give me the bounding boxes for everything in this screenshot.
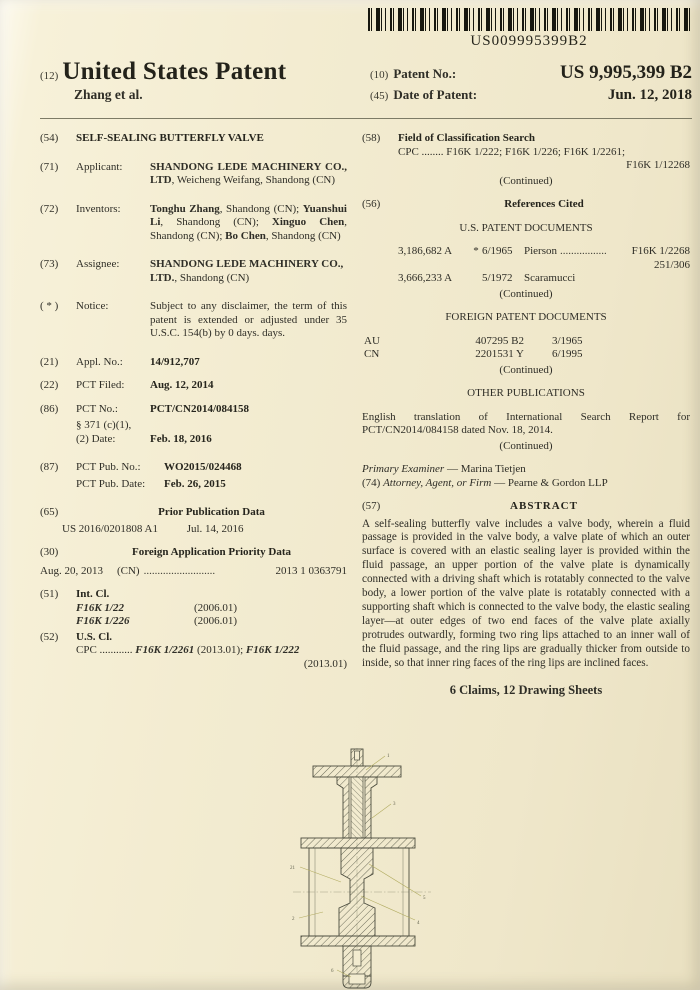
ref-numeral: 1 (387, 754, 390, 759)
notice-num: ( * ) (40, 300, 59, 312)
us-patent-documents-list (362, 245, 690, 301)
us-patent-date: 6/1965 (482, 245, 513, 257)
ref-numeral: 5 (423, 896, 426, 901)
right-column (362, 132, 690, 698)
field-73-assignee (40, 258, 347, 285)
inventors-value: Tonghu Zhang, Shandong (CN); Yuanshui Li, Shandong (CN); Xinguo Chen, Shandong (CN); Bo Chen, Shandong (CN) (150, 202, 347, 242)
foreign-patent-documents-heading: FOREIGN PATENT DOCUMENTS (445, 311, 607, 323)
pct-pub-no-value: WO2015/024468 (164, 461, 242, 473)
us-cl-cpc-tail: (2013.01) (303, 657, 347, 670)
us-patent-class: F16K 1/2268 (631, 245, 690, 257)
us-patent-date: 5/1972 (482, 272, 513, 284)
pct-no-label: PCT No.: (76, 402, 118, 415)
field-71-num: (71) (40, 160, 59, 173)
foreign-priority-entry (40, 565, 347, 579)
field-58-heading-row (362, 132, 690, 146)
pct-pub-no-label: PCT Pub. No.: (76, 461, 141, 473)
field-52-us-cl (40, 631, 347, 672)
foreign-priority-country: (CN) (116, 564, 140, 577)
us-patent-row (362, 245, 690, 259)
barcode (368, 8, 690, 50)
abstract-heading: ABSTRACT (510, 500, 578, 512)
field-54-title (40, 132, 347, 146)
notice-label: Notice: (76, 300, 109, 312)
references-cited-heading: References Cited (504, 198, 584, 210)
field-72-inventors (40, 203, 347, 244)
int-cl-heading-row (40, 588, 347, 602)
patent-no-value: US 9,995,399 B2 (560, 62, 692, 83)
sec-371-text: § 371 (c)(1), (76, 419, 132, 431)
examiner-block (362, 463, 690, 490)
pct-pub-date-label: PCT Pub. Date: (76, 477, 146, 490)
foreign-patent-number: 2201531 Y (475, 348, 524, 360)
field-22-num: (22) (40, 379, 59, 391)
ref-numeral: 6 (331, 969, 334, 974)
support-shaft-housing (343, 946, 371, 988)
header-right (370, 58, 692, 107)
continued-note: (Continued) (499, 439, 553, 452)
abstract-heading-row (362, 500, 690, 514)
foreign-patent-date: 3/1965 (552, 334, 583, 347)
barcode-image (368, 8, 690, 31)
figure-svg (287, 746, 437, 990)
date-2-label: (2) Date: (76, 432, 116, 445)
prior-pub-data-row (40, 523, 347, 537)
ref-numeral: 2 (292, 917, 295, 922)
us-patent-number: 3,186,682 A (398, 245, 453, 257)
assignee-value: SHANDONG LEDE MACHINERY CO., LTD., Shandong (CN) (150, 258, 344, 284)
us-patent-documents-heading: U.S. PATENT DOCUMENTS (459, 221, 593, 234)
inventor-short-name: Zhang et al. (74, 87, 143, 102)
foreign-patent-row (362, 348, 690, 362)
body-bottom-flange (301, 936, 415, 946)
field-51-int-cl (40, 588, 347, 629)
foreign-country-code: CN (364, 348, 380, 360)
foreign-patent-documents-list (362, 335, 690, 378)
field-65-num: (65) (40, 506, 59, 518)
us-patent-star (470, 272, 482, 286)
pct-pub-no-row (40, 461, 347, 475)
drive-shaft-top (351, 749, 363, 766)
barcode-number: US009995399B2 (470, 33, 588, 49)
us-patent-star: * (473, 245, 479, 257)
patent-no-row (370, 62, 692, 84)
field-86-num: (86) (40, 402, 59, 415)
pct-no-row (40, 403, 347, 417)
foreign-priority-number: 2013 1 0363791 (275, 564, 347, 577)
pct-filed-label: PCT Filed: (76, 379, 125, 391)
kind-code-12: (12) (40, 70, 59, 82)
int-cl-year: (2006.01) (194, 601, 238, 614)
dot-leader: ................. (560, 245, 607, 257)
pct-pub-date-value: Feb. 26, 2015 (164, 477, 226, 490)
claims-line: 6 Claims, 12 Drawing Sheets (449, 683, 603, 698)
title-row (40, 58, 370, 86)
field-58-num: (58) (362, 132, 381, 144)
header-left (40, 58, 370, 107)
prior-pub-number: US 2016/0201808 A1 (62, 522, 158, 535)
foreign-country-code: AU (364, 334, 380, 347)
field-51-num: (51) (40, 588, 59, 600)
other-publications-text: English translation of International Search Report for PCT/CN2014/084158 dated Nov. 18, 2014. (362, 410, 690, 436)
field-86-pct-no (40, 403, 347, 447)
primary-examiner-line: Primary Examiner — Marina Tietjen (362, 463, 526, 475)
continued-note: (Continued) (499, 174, 553, 187)
invention-title: SELF-SEALING BUTTERFLY VALVE (76, 132, 264, 144)
int-cl-row (40, 602, 347, 616)
int-cl-year: (2006.01) (194, 615, 238, 627)
top-flange (313, 766, 401, 777)
int-cl-code: F16K 1/226 (76, 615, 130, 627)
prior-pub-heading-row (40, 506, 347, 520)
notice-text: Subject to any disclaimer, the term of this patent is extended or adjusted under 35 U.S.C. 154(b) by 0 days. days. (150, 300, 347, 339)
date-2-value: Feb. 18, 2016 (150, 432, 212, 445)
us-cl-heading-row (40, 631, 347, 645)
kind-code-10: (10) (370, 69, 389, 81)
applicant-value: SHANDONG LEDE MACHINERY CO., LTD, Weicheng Weifang, Shandong (CN) (150, 160, 347, 186)
cpc-search-line-1: CPC ........ F16K 1/222; F16K 1/226; F16K 1/2261; (398, 145, 626, 158)
ref-numeral: 4 (417, 921, 420, 926)
header (40, 58, 692, 107)
field-65-prior-pub (40, 506, 347, 536)
dot-leader: .......................... (143, 564, 216, 577)
field-56-num: (56) (362, 198, 381, 210)
foreign-priority-heading-row (40, 546, 347, 560)
us-patent-class-2: 251/306 (653, 258, 690, 271)
us-patent-inventor: Scaramucci (524, 272, 576, 284)
us-patent-number: 3,666,233 A (398, 272, 453, 284)
us-patent-inventor: Pierson (524, 245, 557, 257)
foreign-priority-heading: Foreign Application Priority Data (132, 546, 291, 558)
left-column (40, 132, 347, 671)
field-87-pct-pub (40, 461, 347, 491)
ref-numeral: 21 (290, 866, 295, 871)
field-22-pct-filed (40, 379, 347, 393)
continued-note: (Continued) (499, 287, 553, 300)
field-57-num: (57) (362, 500, 381, 512)
date-2-row (40, 433, 347, 447)
int-cl-code: F16K 1/22 (76, 601, 124, 614)
sec-371-row (40, 419, 347, 433)
int-cl-label: Int. Cl. (76, 588, 110, 600)
patent-no-label: Patent No.: (393, 66, 457, 81)
upper-shaft-housing (337, 777, 377, 838)
abstract-block (362, 500, 690, 698)
field-71-applicant (40, 161, 347, 188)
appl-no-label: Appl. No.: (76, 355, 123, 368)
abstract-text: A self-sealing butterfly valve includes a valve body, wherein a fluid passage is provided in the valve body, a valve plate of which an outer surface is covered with an elastic sealing layer is provided within the fluid passage, an upper portion of the valve plate is dynamically connected with a driving shaft which is rotatably connected to the valve body, a lower portion of the valve plate is rotatably connected with a supporting shaft which is connected to the valve body, the elastic sealing layer—at outer edges of two end faces of the valve plate axially protrudes outwardly, forming two ring lips attached to an inner wall of the fluid passage, and the ring lips are gradually thicker from outside to inside, so that inner ring faces of the ring lips are inclined faces. (362, 517, 690, 669)
date-of-patent-row (370, 87, 692, 104)
field-54-num: (54) (40, 132, 59, 144)
field-87-num: (87) (40, 461, 59, 473)
us-cl-cpc-line: CPC ............ F16K 1/2261 (2013.01); F16K 1/222 (76, 644, 300, 656)
prior-pub-date: Jul. 14, 2016 (186, 522, 244, 535)
field-56-references-cited (362, 198, 690, 212)
date-of-patent-value: Jun. 12, 2018 (607, 87, 692, 103)
ref-numeral: 3 (393, 802, 396, 807)
attorney-line: (74) Attorney, Agent, or Firm — Pearne & Gordon LLP (362, 476, 608, 489)
assignee-label: Assignee: (76, 258, 120, 270)
kind-code-45: (45) (370, 90, 389, 102)
pct-filed-value: Aug. 12, 2014 (150, 379, 214, 391)
field-73-num: (73) (40, 258, 59, 270)
body-top-flange (301, 838, 415, 848)
field-72-num: (72) (40, 202, 59, 215)
appl-no-value: 14/912,707 (150, 355, 200, 368)
page-title: United States Patent (62, 58, 287, 85)
int-cl-row (40, 615, 347, 629)
applicant-label: Applicant: (76, 160, 123, 173)
foreign-priority-date: Aug. 20, 2013 (40, 564, 103, 577)
cpc-search-line-2: F16K 1/12268 (626, 159, 690, 171)
other-publications-heading: OTHER PUBLICATIONS (467, 387, 585, 399)
classification-search-heading: Field of Classification Search (398, 132, 535, 144)
foreign-patent-number: 407295 B2 (475, 334, 524, 347)
field-30-num: (30) (40, 546, 59, 558)
field-30-foreign-priority (40, 546, 347, 578)
field-52-num: (52) (40, 630, 59, 643)
us-cl-label: U.S. Cl. (76, 630, 113, 643)
header-rule (40, 118, 692, 119)
date-of-patent-label: Date of Patent: (393, 87, 478, 102)
valve-cross-section-figure (287, 746, 437, 990)
pct-pub-date-row (40, 478, 347, 492)
prior-pub-heading: Prior Publication Data (158, 506, 265, 518)
field-notice (40, 300, 347, 341)
field-21-appl-no (40, 356, 347, 370)
field-58-classification-search (362, 132, 690, 188)
field-21-num: (21) (40, 355, 59, 368)
other-publications-block (362, 411, 690, 454)
continued-note: (Continued) (499, 363, 553, 376)
pct-no-value: PCT/CN2014/084158 (150, 402, 249, 415)
us-patent-row (362, 272, 690, 286)
foreign-patent-date: 6/1995 (552, 348, 583, 360)
foreign-patent-row (362, 335, 690, 349)
inventors-label: Inventors: (76, 202, 121, 215)
